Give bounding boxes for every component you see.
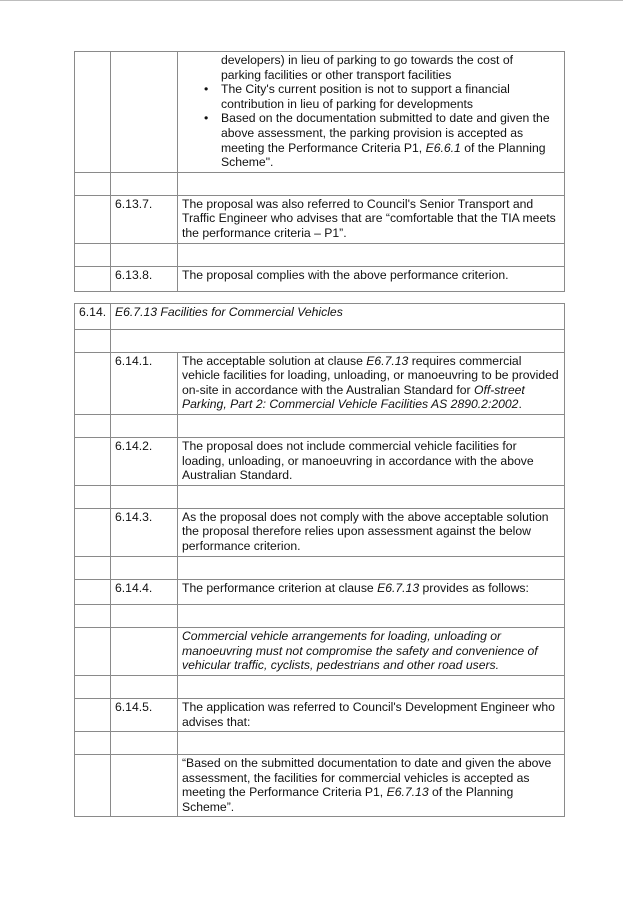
paragraph-number: 6.14.5.	[111, 698, 178, 731]
bullet-continuation: developers) in lieu of parking to go towards the cost of parking facilities or other transport facilities	[221, 53, 513, 82]
section-title: E6.7.13 Facilities for Commercial Vehicles	[111, 304, 565, 330]
table-row	[75, 755, 565, 817]
section-number: 6.14.	[75, 304, 111, 330]
bullet-list	[182, 53, 560, 170]
paragraph-number: 6.14.2.	[111, 437, 178, 485]
table-row	[75, 437, 565, 485]
table-row	[75, 352, 565, 414]
paragraph-text: The proposal does not include commercial vehicle facilities for loading, unloading, or manoeuvring in accordance with the above Australian Standard.	[178, 437, 565, 485]
paragraph-number: 6.14.3.	[111, 508, 178, 556]
page-top-rule	[0, 0, 623, 1]
paragraph-text: The proposal was also referred to Council's Senior Transport and Traffic Engineer who advises that are “comfortable that the TIA meets the performance criteria – P1”.	[178, 195, 565, 243]
paragraph-text: The acceptable solution at clause E6.7.13 requires commercial vehicle facilities for loading, unloading, or manoeuvring to be provided on-site in accordance with the Australian Standard for Off-street Parking, Part 2: Commercial Vehicle Facilities AS 2890.2:2002.	[178, 352, 565, 414]
bullet-item: • Based on the documentation submitted to date and given the above assessment, the parking provision is accepted as meeting the Performance Criteria P1, E6.6.1 of the Planning Scheme".	[221, 111, 560, 169]
bullet-item: • The City's current position is not to support a financial contribution in lieu of parking for developments	[221, 82, 560, 111]
table-row	[75, 52, 565, 173]
spacer-row	[75, 329, 565, 352]
table-row	[75, 579, 565, 605]
section-cell	[75, 52, 111, 173]
paragraph-number: 6.13.7.	[111, 195, 178, 243]
spacer-row	[75, 605, 565, 628]
performance-criterion-quote: Commercial vehicle arrangements for loading, unloading or manoeuvring must not compromise the safety and convenience of vehicular traffic, cyclists, pedestrians and other road users.	[178, 628, 565, 676]
table-row	[75, 195, 565, 243]
table-row	[75, 628, 565, 676]
table-row	[75, 698, 565, 731]
spacer-row	[75, 414, 565, 437]
section-6-14-table	[74, 303, 565, 817]
paragraph-text: The performance criterion at clause E6.7.13 provides as follows:	[178, 579, 565, 605]
paragraph-text: The application was referred to Council's Development Engineer who advises that:	[178, 698, 565, 731]
content-cell	[178, 52, 565, 173]
spacer-row	[75, 172, 565, 195]
engineer-advice-quote: “Based on the submitted documentation to date and given the above assessment, the facilities for commercial vehicles is accepted as meeting the Performance Criteria P1, E6.7.13 of the Planning Scheme”.	[178, 755, 565, 817]
table-row	[75, 508, 565, 556]
table-row	[75, 266, 565, 292]
paragraph-number: 6.14.4.	[111, 579, 178, 605]
number-cell	[111, 52, 178, 173]
spacer-row	[75, 243, 565, 266]
spacer-row	[75, 675, 565, 698]
spacer-row	[75, 732, 565, 755]
paragraph-number: 6.14.1.	[111, 352, 178, 414]
paragraph-number: 6.13.8.	[111, 266, 178, 292]
section-heading-row	[75, 304, 565, 330]
section-6-13-table	[74, 51, 565, 292]
paragraph-text: As the proposal does not comply with the above acceptable solution the proposal therefore relies upon assessment against the below performance criterion.	[178, 508, 565, 556]
spacer-row	[75, 556, 565, 579]
spacer-row	[75, 485, 565, 508]
paragraph-text: The proposal complies with the above performance criterion.	[178, 266, 565, 292]
